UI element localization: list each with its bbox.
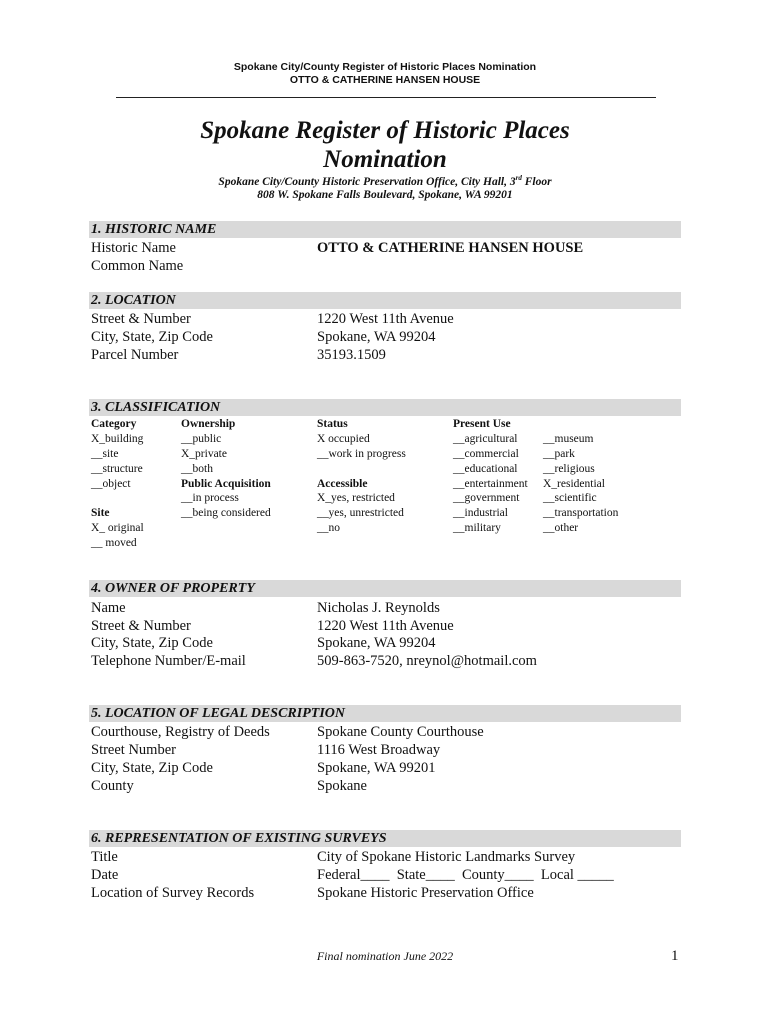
checkbox-option: __public xyxy=(181,433,222,445)
column-heading-accessible: Accessible xyxy=(317,478,368,490)
office-street: 808 W. Spokane Falls Boulevard, Spokane, WA 99201 xyxy=(257,189,513,201)
field-value: Spokane Historic Preservation Office xyxy=(317,885,534,901)
checkbox-option: __entertainment xyxy=(453,478,528,490)
section-heading-historic-name: 1. HISTORIC NAME xyxy=(89,221,681,238)
field-value: Spokane xyxy=(317,778,367,794)
field-label: County xyxy=(91,778,134,794)
checkbox-option: __educational xyxy=(453,463,518,475)
field-label: Parcel Number xyxy=(91,347,179,363)
running-header-title: Spokane City/County Register of Historic Places Nomination xyxy=(233,61,537,73)
checkbox-option: X_residential xyxy=(543,478,605,490)
checkbox-option: __ moved xyxy=(91,537,137,549)
checkbox-option: __transportation xyxy=(543,507,619,519)
field-value: Spokane County Courthouse xyxy=(317,724,484,740)
checkbox-option: __industrial xyxy=(453,507,508,519)
footer-note: Final nomination June 2022 xyxy=(316,949,454,963)
checkbox-option: __park xyxy=(543,448,575,460)
field-value: 509-863-7520, nreynol@hotmail.com xyxy=(317,653,537,669)
checkbox-option: __structure xyxy=(91,463,143,475)
checkbox-option: __both xyxy=(181,463,213,475)
field-label: Street Number xyxy=(91,742,176,758)
field-value: 1220 West 11th Avenue xyxy=(317,618,454,634)
checkbox-option: __no xyxy=(317,522,340,534)
field-label: Street & Number xyxy=(91,618,191,634)
field-value: Spokane, WA 99204 xyxy=(317,635,436,651)
checkbox-option: __religious xyxy=(543,463,595,475)
checkbox-option: __scientific xyxy=(543,492,597,504)
section-heading-classification: 3. CLASSIFICATION xyxy=(89,399,681,416)
field-label: Common Name xyxy=(91,258,184,274)
column-heading-status: Status xyxy=(317,418,348,430)
column-heading-present-use: Present Use xyxy=(453,418,511,430)
checkbox-option: X occupied xyxy=(317,433,370,445)
column-heading-public-acquisition: Public Acquisition xyxy=(181,478,271,490)
field-value: 35193.1509 xyxy=(317,347,386,363)
checkbox-option: __being considered xyxy=(181,507,271,519)
field-value: Spokane, WA 99204 xyxy=(317,329,436,345)
section-heading-location: 2. LOCATION xyxy=(89,292,681,309)
field-label: City, State, Zip Code xyxy=(91,760,213,776)
checkbox-option: X_ original xyxy=(91,522,144,534)
field-label: City, State, Zip Code xyxy=(91,329,213,345)
field-label: Location of Survey Records xyxy=(91,885,255,901)
column-heading-site: Site xyxy=(91,507,110,519)
checkbox-option: __other xyxy=(543,522,579,534)
checkbox-option: __site xyxy=(91,448,119,460)
page-title: Spokane Register of Historic Places xyxy=(200,117,570,144)
column-heading-ownership: Ownership xyxy=(181,418,236,430)
checkbox-option: __agricultural xyxy=(453,433,518,445)
field-label: Telephone Number/E-mail xyxy=(91,653,246,669)
section-heading-legal-description: 5. LOCATION OF LEGAL DESCRIPTION xyxy=(89,705,681,722)
checkbox-option: __yes, unrestricted xyxy=(317,507,404,519)
field-label: Courthouse, Registry of Deeds xyxy=(91,724,270,740)
office-address: Spokane City/County Historic Preservation Office, City Hall, 3rd Floor xyxy=(218,174,552,188)
header-rule xyxy=(116,97,656,98)
checkbox-option: X_private xyxy=(181,448,227,460)
field-label: Date xyxy=(91,867,119,883)
field-value: 1116 West Broadway xyxy=(317,742,441,758)
page-number: 1 xyxy=(671,948,679,964)
column-heading-category: Category xyxy=(91,418,137,430)
field-value: OTTO & CATHERINE HANSEN HOUSE xyxy=(317,240,584,256)
checkbox-option: __military xyxy=(453,522,501,534)
checkbox-option: __in process xyxy=(181,492,239,504)
section-heading-existing-surveys: 6. REPRESENTATION OF EXISTING SURVEYS xyxy=(89,830,681,847)
field-label: Name xyxy=(91,600,126,616)
field-label: Title xyxy=(91,849,118,865)
checkbox-option: __work in progress xyxy=(317,448,406,460)
running-header-property: OTTO & CATHERINE HANSEN HOUSE xyxy=(289,74,481,86)
field-value: Nicholas J. Reynolds xyxy=(317,600,440,616)
checkbox-option: __object xyxy=(91,478,131,490)
field-value: Federal____ State____ County____ Local _____ xyxy=(317,867,614,883)
field-value: City of Spokane Historic Landmarks Survey xyxy=(317,849,576,865)
checkbox-option: __museum xyxy=(543,433,594,445)
section-heading-owner: 4. OWNER OF PROPERTY xyxy=(89,580,681,597)
field-label: Street & Number xyxy=(91,311,191,327)
checkbox-option: __government xyxy=(453,492,520,504)
field-value: 1220 West 11th Avenue xyxy=(317,311,454,327)
checkbox-option: X_yes, restricted xyxy=(317,492,395,504)
checkbox-option: __commercial xyxy=(453,448,519,460)
field-label: Historic Name xyxy=(91,240,176,256)
field-label: City, State, Zip Code xyxy=(91,635,213,651)
checkbox-option: X_building xyxy=(91,433,144,445)
field-value: Spokane, WA 99201 xyxy=(317,760,436,776)
page-title-line2: Nomination xyxy=(323,146,447,173)
